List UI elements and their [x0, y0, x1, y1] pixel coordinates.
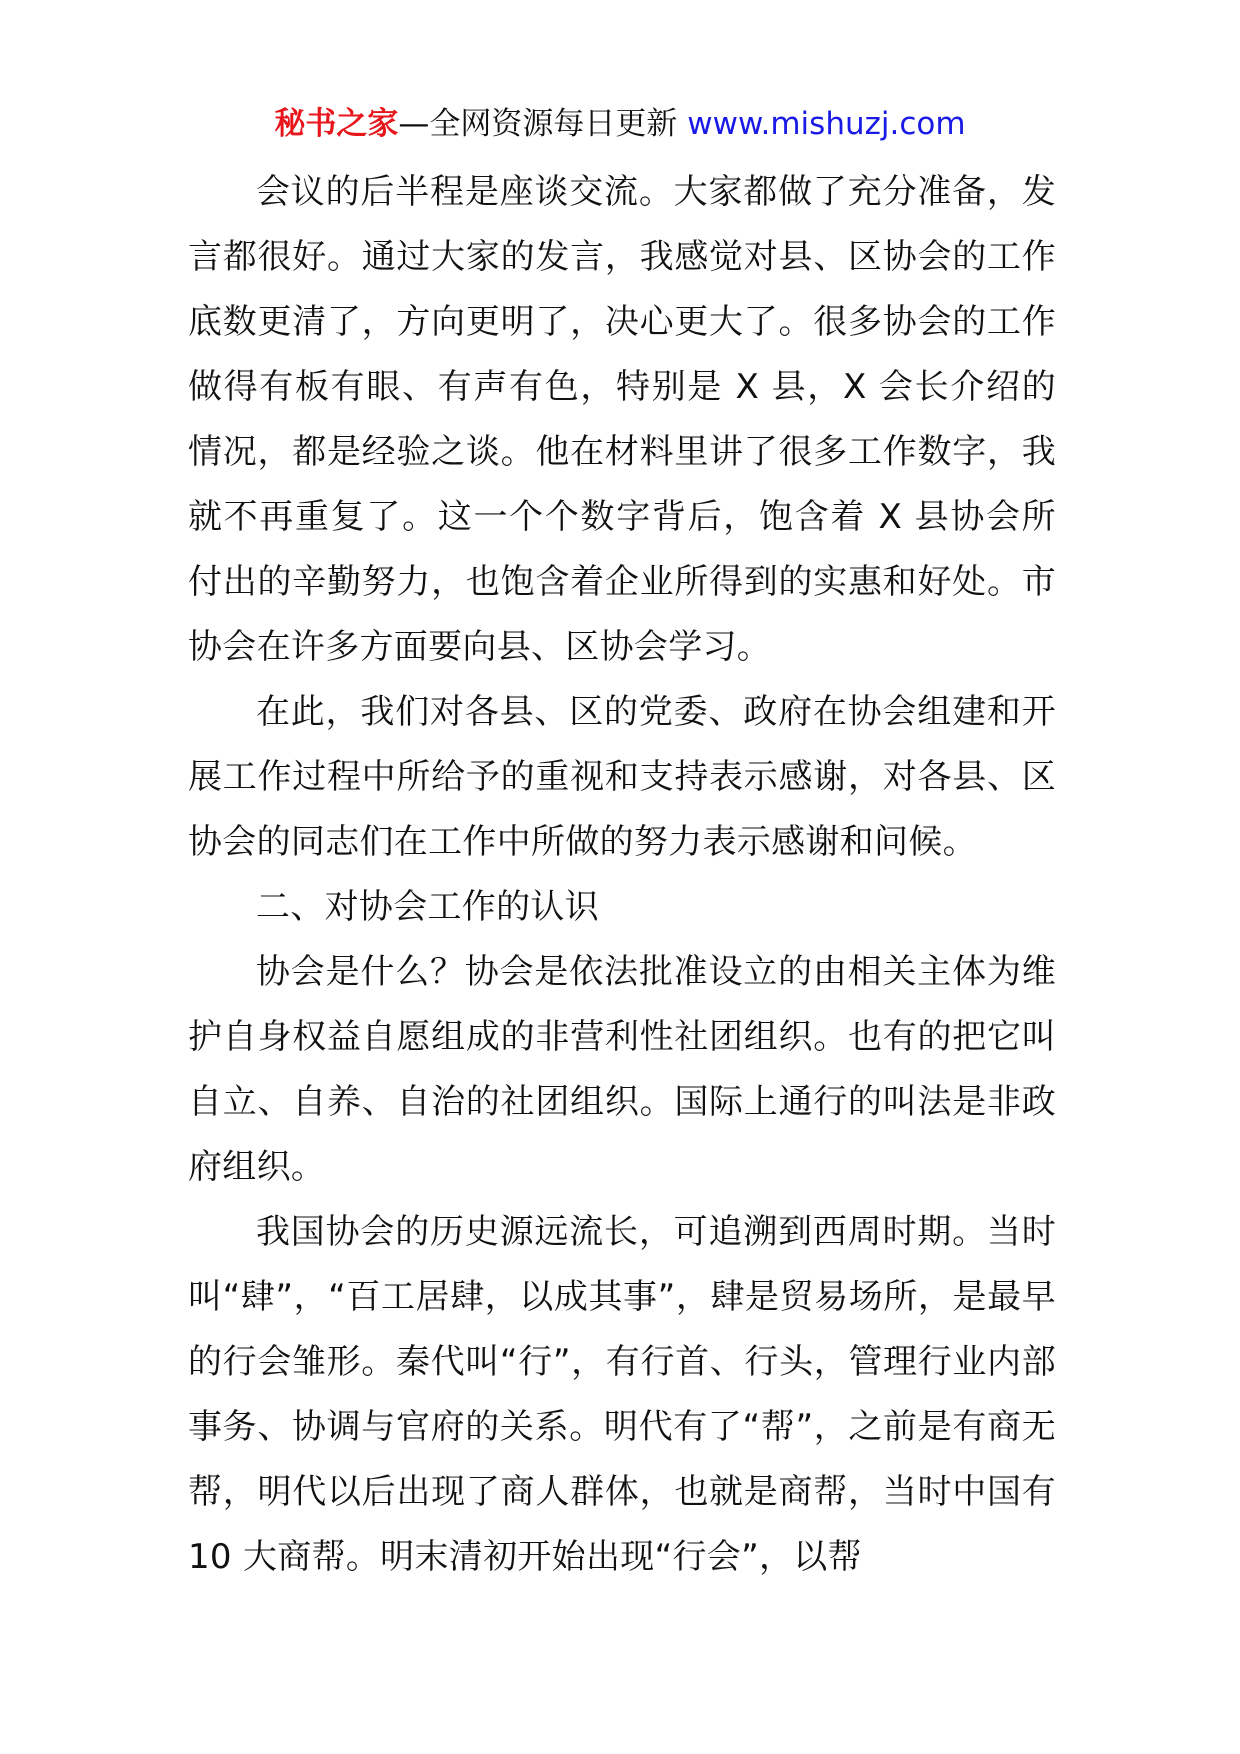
section-heading: 二、对协会工作的认识 — [256, 887, 599, 927]
site-header — [0, 102, 1240, 146]
paragraph-discussion: 会议的后半程是座谈交流。大家都做了充分准备，发言都很好。通过大家的发言，我感觉对县、区协会的工作底数更清了，方向更明了，决心更大了。很多协会的工作做得有板有眼、有声有色，特别是 X 县，X 会长介绍的情况，都是经验之谈。他在材料里讲了很多工作数字，我就不再重复了。这一个个数字背后，饱含着 X 县协会所付出的辛勤努力，也饱含着企业所得到的实惠和好处。市协会在许多方面要向县、区协会学习。 — [188, 172, 1056, 667]
paragraph-history: 我国协会的历史源远流长，可追溯到西周时期。当时叫“肆”，“百工居肆，以成其事”，肆是贸易场所，是最早的行会雏形。秦代叫“行”，有行首、行头，管理行业内部事务、协调与官府的关系。明代有了“帮”，之前是有商无帮，明代以后出现了商人群体，也就是商帮，当时中国有 10 大商帮。明末清初开始出现“行会”，以帮 — [188, 1212, 1056, 1577]
site-url-link[interactable]: www.mishuzj.com — [687, 106, 966, 142]
paragraph-definition: 协会是什么？协会是依法批准设立的由相关主体为维护自身权益自愿组成的非营利性社团组织。也有的把它叫自立、自养、自治的社团组织。国际上通行的叫法是非政府组织。 — [188, 952, 1056, 1187]
document-body — [188, 160, 1056, 1590]
header-tagline: —全网资源每日更新 — [398, 106, 688, 142]
brand-name: 秘书之家 — [274, 106, 399, 142]
paragraph-thanks: 在此，我们对各县、区的党委、政府在协会组建和开展工作过程中所给予的重视和支持表示感谢，对各县、区协会的同志们在工作中所做的努力表示感谢和问候。 — [188, 692, 1056, 862]
